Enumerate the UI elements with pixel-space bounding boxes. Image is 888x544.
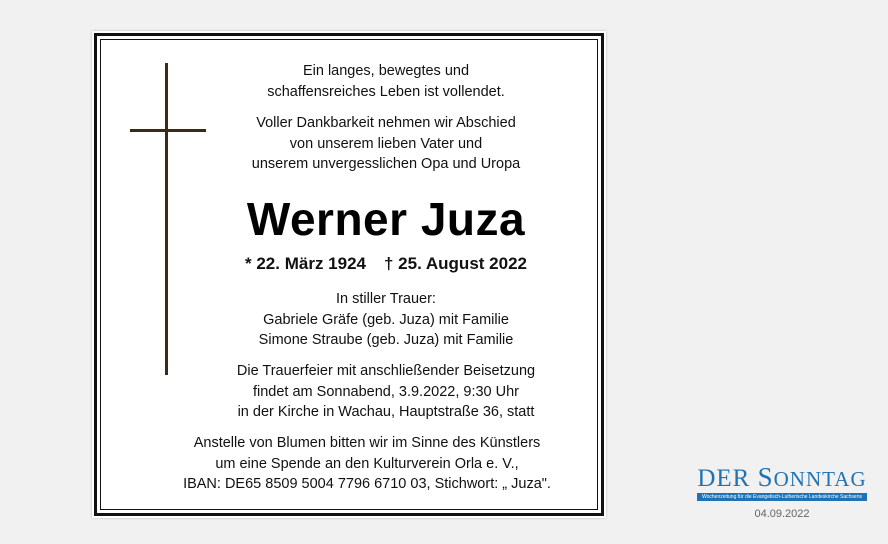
mourners-line: Gabriele Gräfe (geb. Juza) mit Familie <box>263 311 509 328</box>
funeral-line: Die Trauerfeier mit anschließender Beisetzung <box>236 363 536 379</box>
farewell-line: von unserem lieben Vater und <box>289 135 483 152</box>
death-date: † 25. August 2022 <box>383 254 527 273</box>
publication-date: 04.09.2022 <box>754 508 810 520</box>
life-dates <box>188 253 584 275</box>
mourners-line: In stiller Trauer: <box>336 291 436 307</box>
logo-subtitle: Wochenzeitung für die Evangelisch-Lutherische Landeskirche Sachsens <box>697 493 867 501</box>
funeral-line: in der Kirche in Wachau, Hauptstraße 36, statt <box>237 404 535 420</box>
logo-title <box>697 464 867 492</box>
donation-line: IBAN: DE65 8509 5004 7796 6710 03, Stichwort: „ Juza". <box>183 476 551 492</box>
funeral-text <box>188 361 584 423</box>
intro-line: schaffensreiches Leben ist vollendet. <box>267 83 505 100</box>
mourners-text <box>188 289 584 351</box>
donation-line: um eine Spende an den Kulturverein Orla e. V., <box>215 455 519 472</box>
funeral-line: findet am Sonnabend, 3.9.2022, 9:30 Uhr <box>252 383 520 400</box>
intro-text <box>188 61 584 102</box>
donation-line: Anstelle von Blumen bitten wir im Sinne des Künstlers <box>193 435 541 451</box>
obituary-notice <box>92 31 606 518</box>
farewell-line: Voller Dankbarkeit nehmen wir Abschied <box>256 115 516 131</box>
intro-line: Ein langes, bewegtes und <box>302 63 470 79</box>
farewell-line: unserem unvergesslichen Opa und Uropa <box>251 156 521 172</box>
publication-logo <box>697 464 867 501</box>
logo-der: DER <box>697 465 751 492</box>
birth-date: * 22. März 1924 <box>245 254 366 273</box>
logo-s: S <box>757 462 774 492</box>
mourners-line: Simone Straube (geb. Juza) mit Familie <box>258 332 514 348</box>
donation-text <box>132 433 602 495</box>
farewell-text <box>188 113 584 175</box>
logo-onntag: ONNTAG <box>773 467 867 491</box>
deceased-name: Werner Juza <box>246 193 526 245</box>
